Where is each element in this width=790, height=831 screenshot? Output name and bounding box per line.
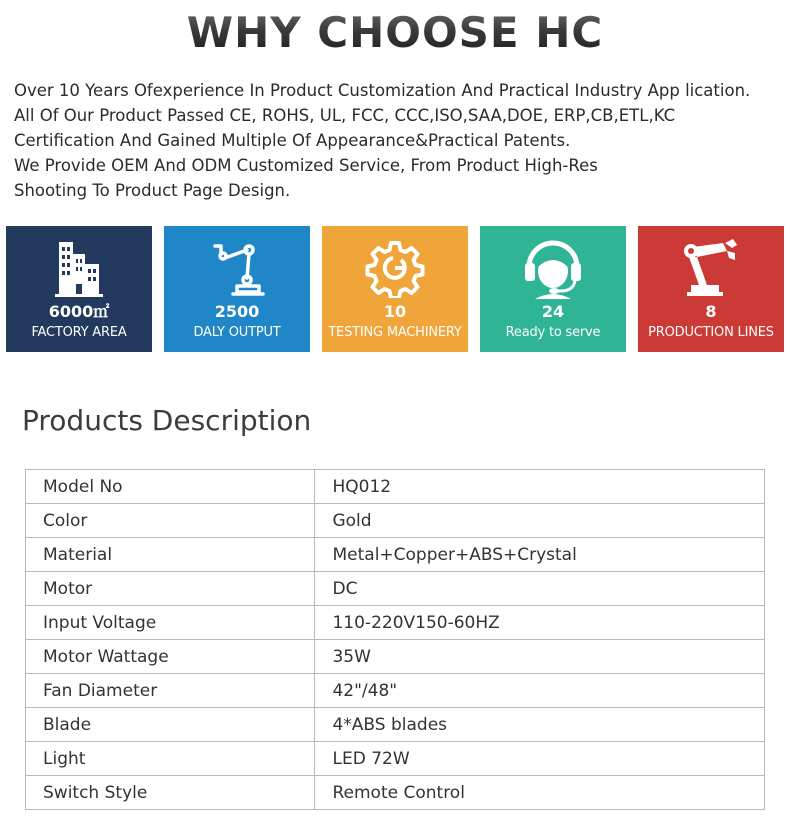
stat-label: PRODUCTION LINES bbox=[648, 325, 774, 340]
intro-line: Certification And Gained Multiple Of Appearance&Practical Patents. bbox=[14, 131, 571, 150]
spec-value: HQ012 bbox=[315, 470, 765, 504]
table-row bbox=[26, 504, 765, 538]
table-row bbox=[26, 708, 765, 742]
spec-key: Fan Diameter bbox=[26, 674, 315, 708]
robot-arm-icon bbox=[164, 236, 310, 300]
industrial-robot-icon bbox=[638, 236, 784, 300]
stat-value: 8 bbox=[705, 302, 717, 321]
table-row bbox=[26, 640, 765, 674]
stat-label: DALY OUTPUT bbox=[193, 325, 281, 340]
stat-card-production-lines bbox=[638, 226, 784, 352]
stat-label: FACTORY AREA bbox=[31, 325, 127, 340]
spec-value: Metal+Copper+ABS+Crystal bbox=[315, 538, 765, 572]
table-row bbox=[26, 572, 765, 606]
spec-value: Gold bbox=[315, 504, 765, 538]
spec-value: 42"/48" bbox=[315, 674, 765, 708]
table-row bbox=[26, 606, 765, 640]
table-row bbox=[26, 538, 765, 572]
factory-building-icon bbox=[6, 236, 152, 300]
spec-key: Motor bbox=[26, 572, 315, 606]
table-row bbox=[26, 742, 765, 776]
stat-value: 6000㎡ bbox=[48, 302, 110, 321]
intro-text bbox=[14, 78, 784, 203]
stat-card-testing-machinery bbox=[322, 226, 468, 352]
spec-key: Blade bbox=[26, 708, 315, 742]
table-row bbox=[26, 470, 765, 504]
spec-key: Switch Style bbox=[26, 776, 315, 810]
stats-row bbox=[6, 226, 784, 352]
stat-label: Ready to serve bbox=[505, 325, 601, 340]
spec-value: 4*ABS blades bbox=[315, 708, 765, 742]
gear-icon bbox=[322, 236, 468, 300]
product-spec-table bbox=[25, 469, 765, 810]
stat-label: TESTING MACHINERY bbox=[328, 325, 462, 340]
stat-value: 2500 bbox=[214, 302, 260, 321]
spec-key: Material bbox=[26, 538, 315, 572]
products-description-title: Products Description bbox=[22, 404, 312, 437]
stat-card-factory-area bbox=[6, 226, 152, 352]
intro-line: Shooting To Product Page Design. bbox=[14, 181, 291, 200]
spec-key: Light bbox=[26, 742, 315, 776]
spec-key: Motor Wattage bbox=[26, 640, 315, 674]
spec-value: Remote Control bbox=[315, 776, 765, 810]
stat-value: 24 bbox=[541, 302, 565, 321]
stat-value: 10 bbox=[383, 302, 407, 321]
spec-value: 110-220V150-60HZ bbox=[315, 606, 765, 640]
stat-card-daily-output bbox=[164, 226, 310, 352]
spec-key: Model No bbox=[26, 470, 315, 504]
table-row bbox=[26, 674, 765, 708]
intro-line: We Provide OEM And ODM Customized Service, From Product High-Res bbox=[14, 156, 598, 175]
table-row bbox=[26, 776, 765, 810]
spec-value: 35W bbox=[315, 640, 765, 674]
spec-value: DC bbox=[315, 572, 765, 606]
intro-line: Over 10 Years Ofexperience In Product Customization And Practical Industry App lication. bbox=[14, 81, 751, 100]
spec-key: Input Voltage bbox=[26, 606, 315, 640]
stat-card-ready-to-serve bbox=[480, 226, 626, 352]
page-title: WHY CHOOSE HC bbox=[186, 8, 604, 57]
spec-value: LED 72W bbox=[315, 742, 765, 776]
intro-line: All Of Our Product Passed CE, ROHS, UL, FCC, CCC,ISO,SAA,DOE, ERP,CB,ETL,KC bbox=[14, 106, 676, 125]
headset-support-icon bbox=[480, 236, 626, 300]
spec-key: Color bbox=[26, 504, 315, 538]
